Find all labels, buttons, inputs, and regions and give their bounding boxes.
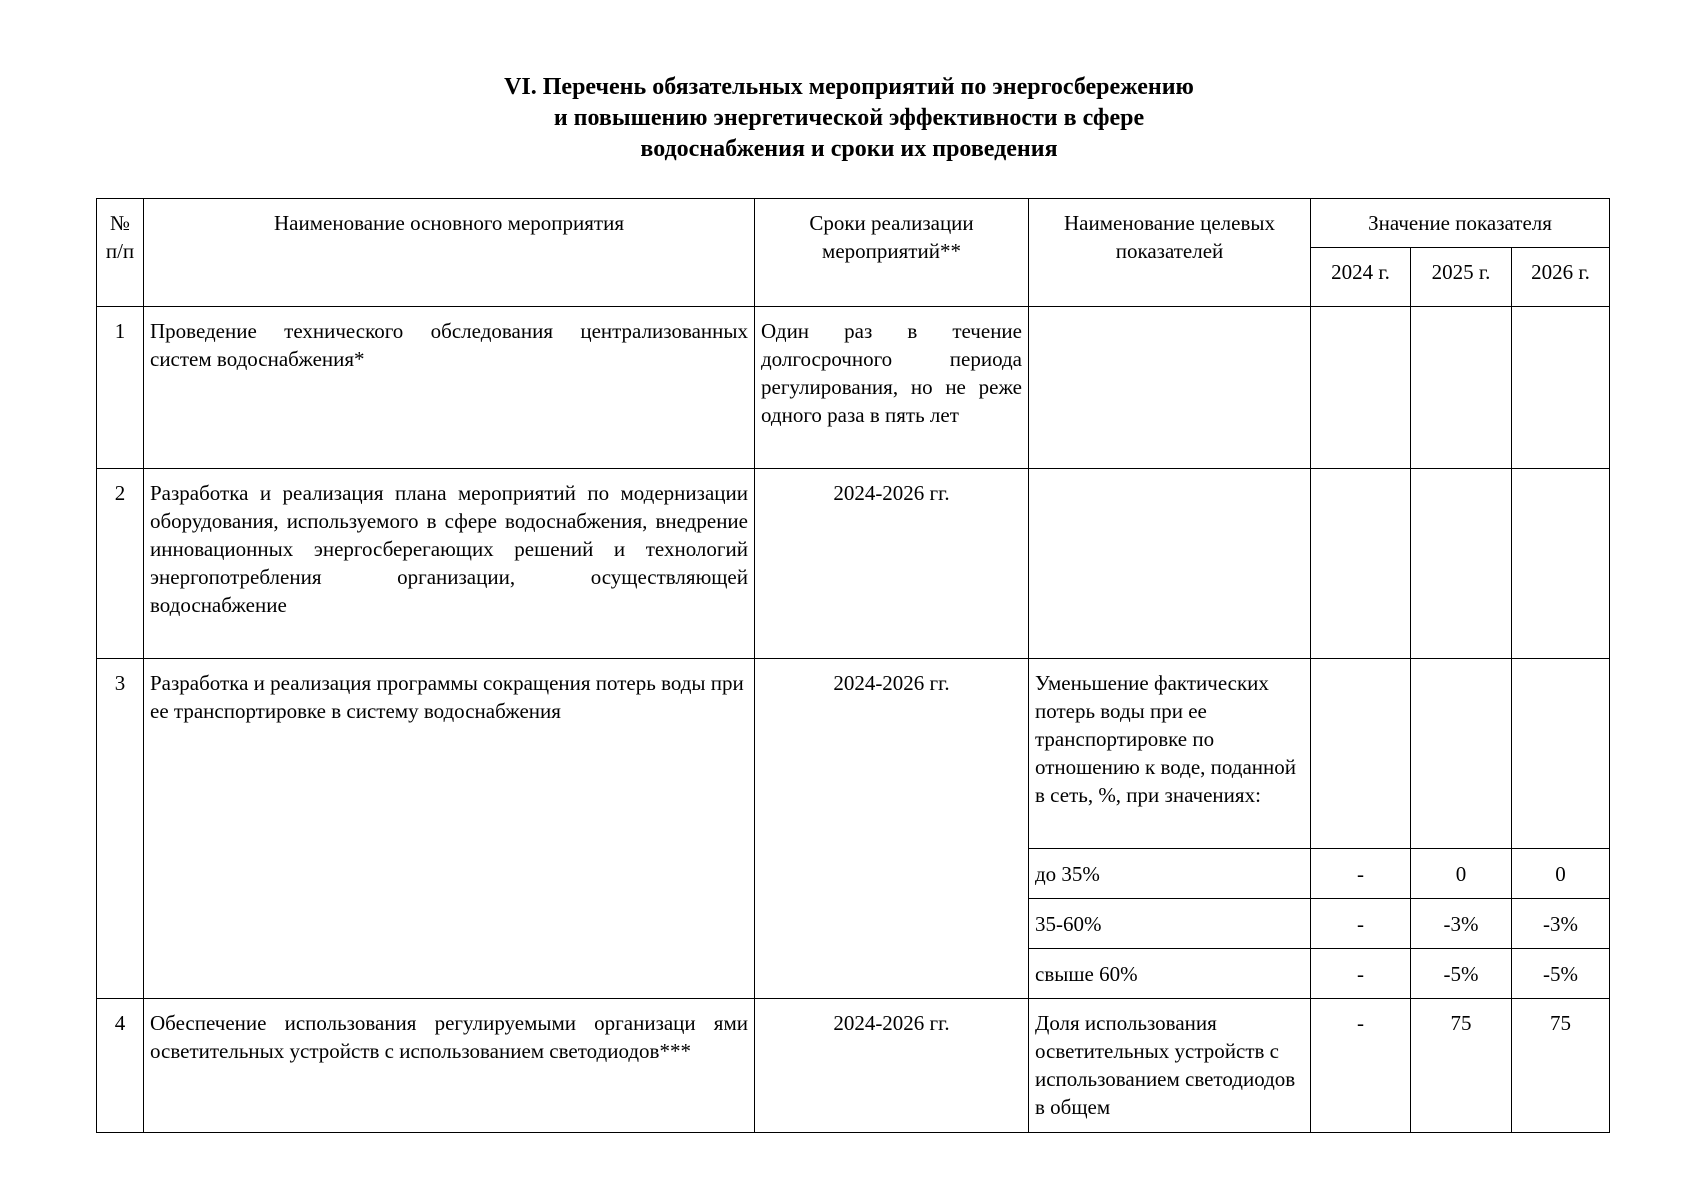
measure-name: Разработка и реализация программы сокращения потерь воды при ее транспортировке в систему водоснабжения (144, 659, 755, 999)
value-2024: - (1311, 999, 1411, 1133)
header-value: Значение показателя (1311, 199, 1610, 248)
value-2025: 0 (1411, 849, 1512, 899)
measure-period: 2024-2026 гг. (755, 659, 1029, 999)
value-2024 (1311, 659, 1411, 849)
title-line-3: водоснабжения и сроки их проведения (640, 136, 1058, 162)
measures-table (96, 198, 1610, 1133)
header-period: Сроки реализации мероприятий** (755, 199, 1029, 307)
target-indicator (1029, 307, 1311, 469)
value-2024: - (1311, 899, 1411, 949)
header-num: № п/п (97, 199, 144, 307)
value-2025: -5% (1411, 949, 1512, 999)
threshold-label: 35-60% (1029, 899, 1311, 949)
header-year-2024: 2024 г. (1311, 248, 1411, 307)
value-2025 (1411, 469, 1512, 659)
measure-period: Один раз в течение долгосрочного периода регулирования, но не реже одного раза в пять лет (755, 307, 1029, 469)
row-number: 4 (97, 999, 144, 1133)
measure-name: Обеспечение использования регулируемыми организаци ями осветительных устройств с использованием светодиодов*** (144, 999, 755, 1133)
value-2025: -3% (1411, 899, 1512, 949)
header-row (97, 199, 1610, 248)
value-2025 (1411, 307, 1512, 469)
measure-name: Разработка и реализация плана мероприятий по модернизации оборудования, используемого в сфере водоснабжения, внедрение инновационных энергосберегающих решений и технологий энергопотребления организации, осуществляющей водоснабжение (144, 469, 755, 659)
value-2024 (1311, 307, 1411, 469)
measure-name: Проведение технического обследования централизованных систем водоснабжения* (144, 307, 755, 469)
value-2026 (1512, 469, 1610, 659)
value-2026: -3% (1512, 899, 1610, 949)
threshold-label: свыше 60% (1029, 949, 1311, 999)
measure-period: 2024-2026 гг. (755, 469, 1029, 659)
row-number: 3 (97, 659, 144, 999)
row-number: 2 (97, 469, 144, 659)
value-2026 (1512, 307, 1610, 469)
value-2024 (1311, 469, 1411, 659)
value-2026: 0 (1512, 849, 1610, 899)
threshold-label: до 35% (1029, 849, 1311, 899)
value-2026: -5% (1512, 949, 1610, 999)
value-2024: - (1311, 849, 1411, 899)
table-row (97, 999, 1610, 1133)
value-2025 (1411, 659, 1512, 849)
value-2026: 75 (1512, 999, 1610, 1133)
target-indicator (1029, 469, 1311, 659)
value-2024: - (1311, 949, 1411, 999)
header-name: Наименование основного мероприятия (144, 199, 755, 307)
target-indicator: Доля использования осветительных устройств с использованием светодиодов в общем (1029, 999, 1311, 1133)
target-indicator: Уменьшение фактических потерь воды при ее транспортировке по отношению к воде, поданной в сеть, %, при значениях: (1029, 659, 1311, 849)
table-row (97, 307, 1610, 469)
value-2026 (1512, 659, 1610, 849)
title-line-2: и повышению энергетической эффективности в сфере (553, 105, 1145, 131)
value-2025: 75 (1411, 999, 1512, 1133)
title-line-1: VI. Перечень обязательных мероприятий по энергосбережению (504, 74, 1194, 100)
table-row (97, 469, 1610, 659)
header-year-2026: 2026 г. (1512, 248, 1610, 307)
table-row (97, 659, 1610, 849)
row-number: 1 (97, 307, 144, 469)
page-title (0, 72, 1698, 165)
measure-period: 2024-2026 гг. (755, 999, 1029, 1133)
header-year-2025: 2025 г. (1411, 248, 1512, 307)
header-target: Наименование целевых показателей (1029, 199, 1311, 307)
